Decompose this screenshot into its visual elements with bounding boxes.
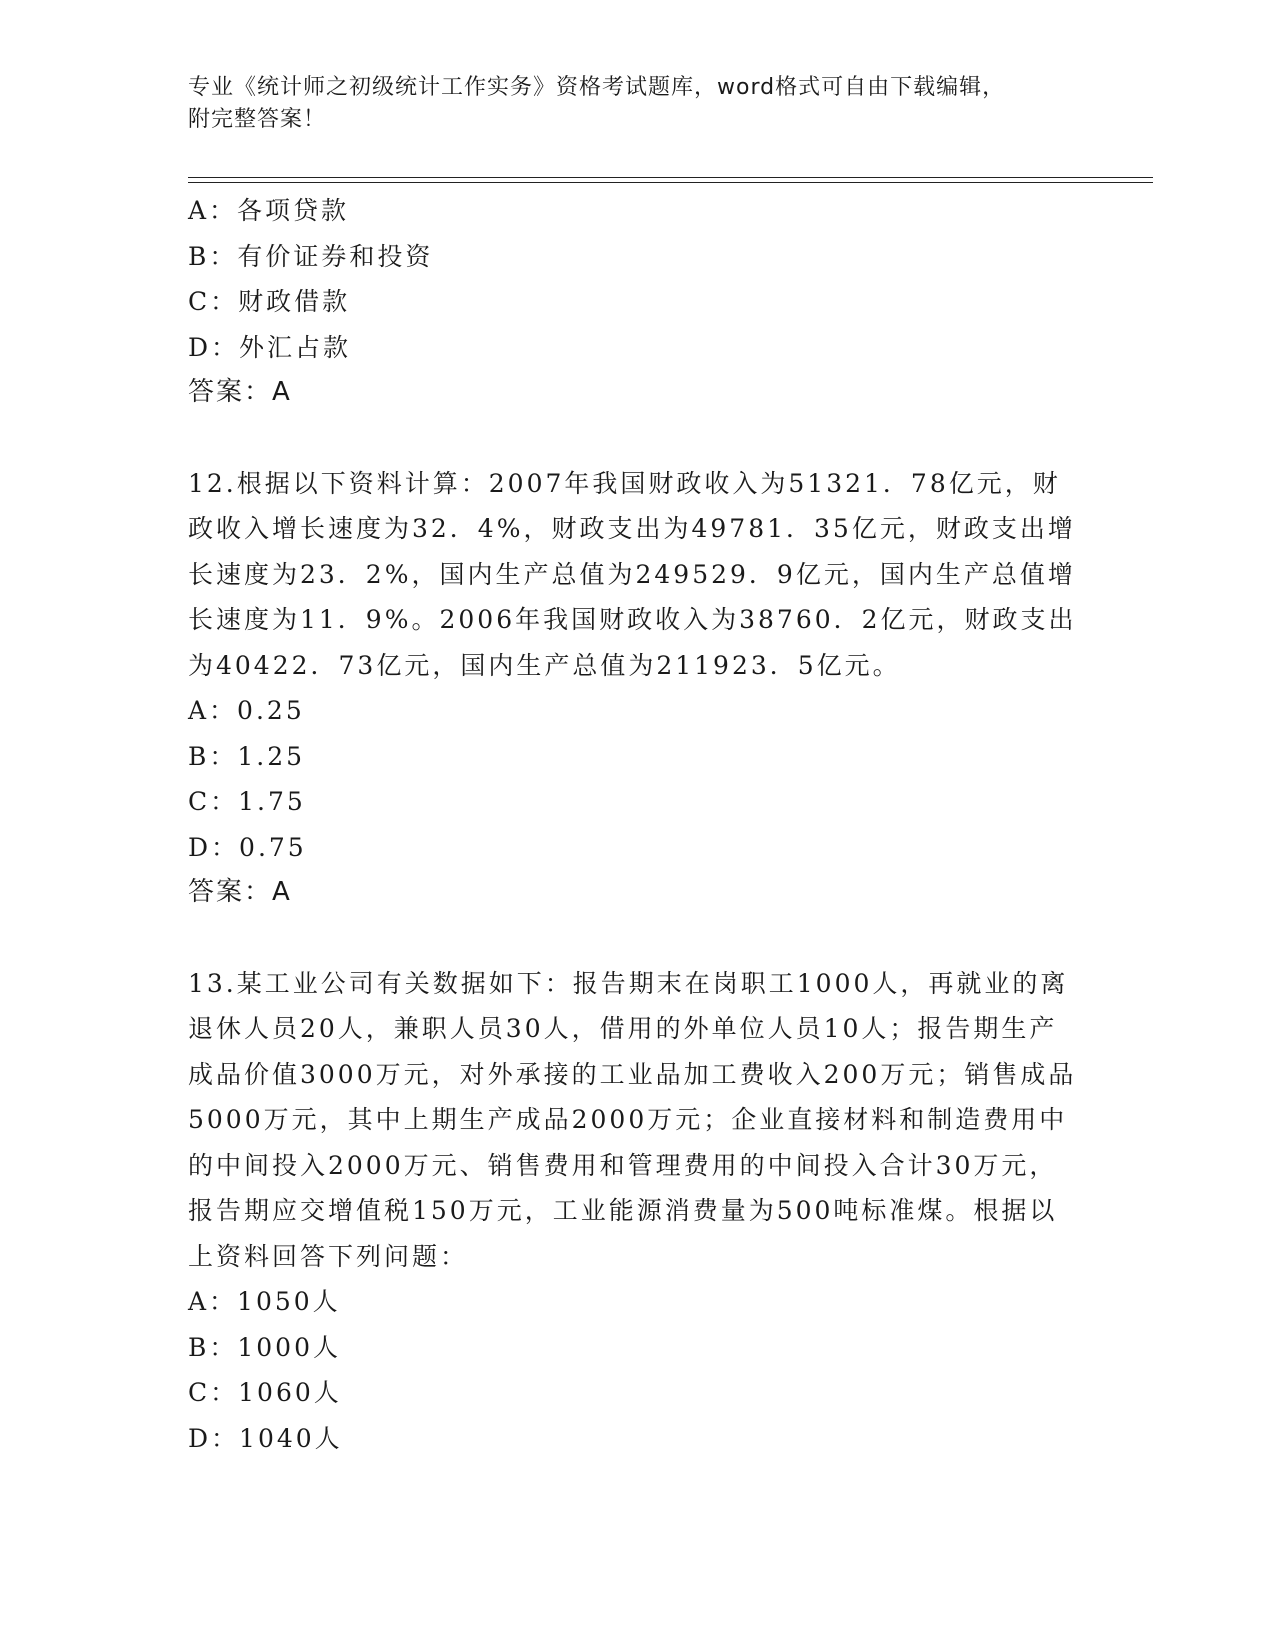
header-line-2: 附完整答案！ — [188, 107, 327, 132]
document-header — [188, 72, 1088, 136]
option-d: D：外汇占款 — [188, 332, 352, 362]
spacer — [188, 416, 1088, 461]
question-text: 12.根据以下资料计算：2007年我国财政收入为51321．78亿元，财政收入增长速度为32．4%，财政支出为49781．35亿元，财政支出增长速度为23．2%，国内生产总值为249529．9亿元，国内生产总值增长速度为11．9%。2006年我国财政收入为38760．2亿元，财政支出为40422．73亿元，国内生产总值为211923．5亿元。 — [188, 468, 1077, 680]
option-c: C：1.75 — [188, 787, 306, 816]
option-a: A：1050人 — [188, 1287, 341, 1316]
option-b: B：有价证券和投资 — [188, 241, 434, 271]
option-d: D：0.75 — [188, 832, 307, 862]
header-divider-bottom — [188, 182, 1153, 183]
option-a: A：0.25 — [188, 696, 305, 725]
option-b: B：1000人 — [188, 1332, 341, 1362]
question-13 — [188, 961, 1088, 1462]
option-c: C：财政借款 — [188, 287, 351, 316]
option-a: A：各项贷款 — [188, 196, 350, 225]
answer-line: 答案：A — [188, 377, 292, 407]
option-b: B：1.25 — [188, 741, 306, 771]
header-divider-top — [188, 177, 1153, 178]
spacer — [188, 916, 1088, 961]
question-text: 13.某工业公司有关数据如下：报告期末在岗职工1000人，再就业的离退休人员20人，兼职人员30人，借用的外单位人员10人；报告期生产成品价值3000万元，对外承接的工业品加工费收入200万元；销售成品5000万元，其中上期生产成品2000万元；企业直接材料和制造费用中的中间投入2000万元、销售费用和管理费用的中间投入合计30万元，报告期应交增值税150万元，工业能源消费量为500吨标准煤。根据以上资料回答下列问题： — [188, 968, 1077, 1271]
question-11-options — [188, 188, 1088, 416]
question-content — [188, 188, 1088, 1461]
question-12 — [188, 461, 1088, 916]
option-c: C：1060人 — [188, 1378, 342, 1407]
option-d: D：1040人 — [188, 1423, 343, 1453]
header-line-1: 专业《统计师之初级统计工作实务》资格考试题库，word格式可自由下载编辑， — [188, 75, 1006, 100]
answer-line: 答案：A — [188, 877, 292, 907]
